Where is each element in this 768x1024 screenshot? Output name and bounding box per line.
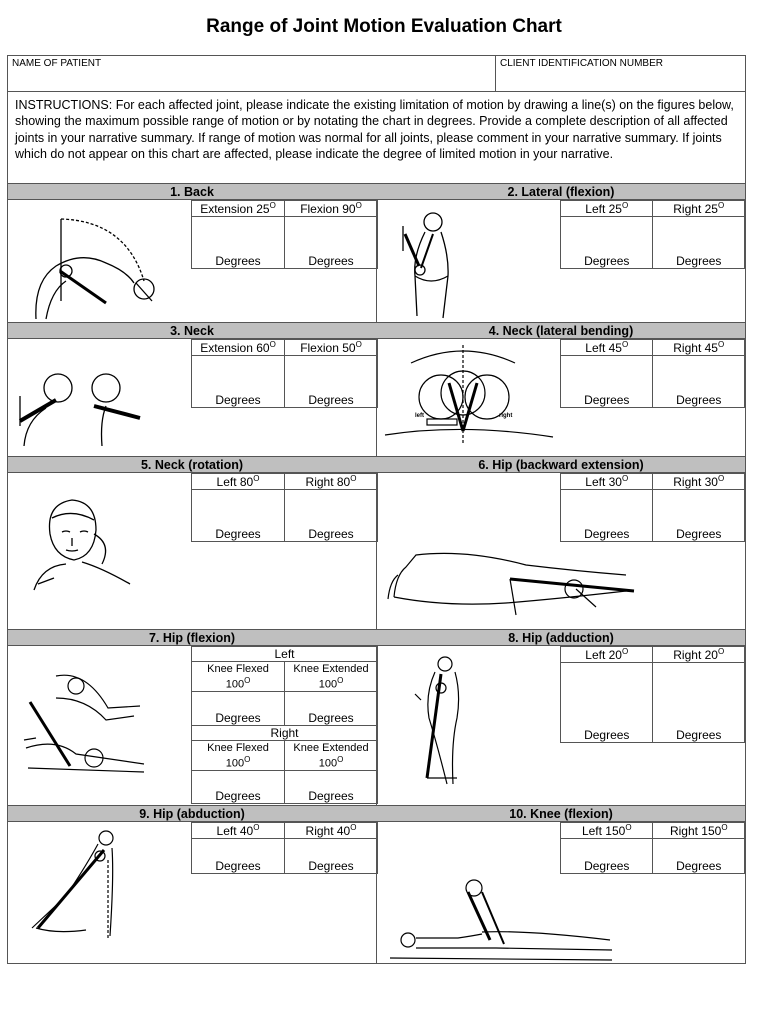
figure-label-left: left [415, 413, 424, 419]
lateral-flexion-table [560, 200, 745, 269]
neck-lateral-right-header: Right $45^O$ [653, 340, 745, 356]
hip-abduction-left-degrees[interactable]: Degrees [192, 839, 285, 874]
neck-rotation-right-header: Right $80^O$ [285, 474, 378, 490]
section-band-7-8 [8, 629, 745, 646]
lateral-right-degrees[interactable]: Degrees [653, 217, 745, 269]
hip-adduction-left-degrees[interactable]: Degrees [561, 663, 653, 743]
hip-adduction-right-header: Right $20^O$ [653, 647, 745, 663]
hip-flexion-figure [16, 668, 146, 778]
lateral-right-header: Right $25^O$ [653, 201, 745, 217]
section-title-knee-flexion: 10. Knee (flexion) [509, 807, 613, 821]
neck-extension-flexion-figure [14, 366, 149, 448]
neck-extension-header: Extension $60^O$ [192, 340, 285, 356]
hip-flexion-left-label: Left [192, 647, 378, 662]
back-extension-degrees[interactable]: Degrees [192, 217, 285, 269]
section-band-1-2 [8, 183, 745, 200]
neck-flexion-degrees[interactable]: Degrees [285, 356, 378, 408]
evaluation-form [7, 55, 746, 964]
neck-rotation-left-degrees[interactable]: Degrees [192, 490, 285, 542]
client-id-label: CLIENT IDENTIFICATION NUMBER [500, 58, 663, 69]
neck-rotation-figure [32, 494, 132, 594]
neck-lateral-right-degrees[interactable]: Degrees [653, 356, 745, 408]
back-flexion-degrees[interactable]: Degrees [285, 217, 378, 269]
section-title-hip-abduction: 9. Hip (abduction) [139, 807, 245, 821]
back-flexion-header: Flexion $90^O$ [285, 201, 378, 217]
lateral-flexion-figure [393, 206, 468, 321]
instructions-text: INSTRUCTIONS: For each affected joint, please indicate the existing limitation of motion by drawing a line(s) on the figures below, showing the maximum possible range of motion or by notating the chart in degrees. Provide a complete description of all affected joints in your narrative summary. If range of motion was normal for all joints, please comment in your narrative summary. If joints which do not appear on this chart are affected, please indicate the degree of limited motion in your narrative. [15, 98, 734, 162]
figure-label-right: right [499, 413, 513, 419]
neck-lateral-bending-table [560, 339, 745, 408]
knee-flexion-left-header: Left $150^O$ [561, 823, 653, 839]
hip-backward-left-degrees[interactable]: Degrees [561, 490, 653, 542]
hip-abduction-table [191, 822, 378, 874]
neck-lateral-bending-figure [383, 343, 558, 451]
neck-rotation-right-degrees[interactable]: Degrees [285, 490, 378, 542]
client-id-field[interactable] [496, 56, 745, 92]
hip-flexion-left-knee-flexed-header: Knee Flexed $100^O$ [192, 662, 285, 692]
back-table [191, 200, 378, 269]
hip-adduction-right-degrees[interactable]: Degrees [653, 663, 745, 743]
neck-rotation-table [191, 473, 378, 542]
neck-lateral-left-header: Left $45^O$ [561, 340, 653, 356]
hip-adduction-figure [411, 654, 473, 786]
hip-flexion-right-knee-flexed-header: Knee Flexed $100^O$ [192, 741, 285, 771]
back-extension-header: Extension $25^O$ [192, 201, 285, 217]
hip-abduction-right-header: Right $40^O$ [285, 823, 378, 839]
neck-lateral-left-degrees[interactable]: Degrees [561, 356, 653, 408]
hip-backward-right-header: Right $30^O$ [653, 474, 745, 490]
lateral-left-degrees[interactable]: Degrees [561, 217, 653, 269]
knee-flexion-right-header: Right $150^O$ [653, 823, 745, 839]
hip-adduction-table [560, 646, 745, 743]
patient-name-field[interactable] [8, 56, 496, 92]
knee-flexion-left-degrees[interactable]: Degrees [561, 839, 653, 874]
page-title: Range of Joint Motion Evaluation Chart [206, 16, 562, 37]
section-title-back: 1. Back [170, 185, 214, 199]
hip-flexion-right-knee-extended-header: Knee Extended $100^O$ [285, 741, 378, 771]
section-band-9-10 [8, 805, 745, 822]
hip-flexion-right-label: Right [192, 726, 378, 741]
section-title-lateral-flexion: 2. Lateral (flexion) [507, 185, 615, 199]
knee-flexion-right-degrees[interactable]: Degrees [653, 839, 745, 874]
hip-flexion-table [191, 646, 378, 804]
hip-abduction-left-header: Left $40^O$ [192, 823, 285, 839]
hip-backward-extension-figure [386, 545, 636, 617]
section-band-5-6 [8, 456, 745, 473]
hip-flexion-left-knee-extended-degrees[interactable]: Degrees [285, 692, 378, 726]
section-title-hip-backward-extension: 6. Hip (backward extension) [478, 458, 644, 472]
neck-table [191, 339, 378, 408]
hip-backward-left-header: Left $30^O$ [561, 474, 653, 490]
patient-info-row [8, 56, 745, 92]
hip-flexion-right-knee-extended-degrees[interactable]: Degrees [285, 771, 378, 804]
hip-adduction-left-header: Left $20^O$ [561, 647, 653, 663]
knee-flexion-table [560, 822, 745, 874]
hip-backward-right-degrees[interactable]: Degrees [653, 490, 745, 542]
neck-flexion-header: Flexion $50^O$ [285, 340, 378, 356]
hip-backward-extension-table [560, 473, 745, 542]
back-flexion-figure [26, 211, 166, 321]
hip-flexion-left-knee-flexed-degrees[interactable]: Degrees [192, 692, 285, 726]
hip-abduction-figure [26, 826, 138, 938]
section-title-neck-lateral-bending: 4. Neck (lateral bending) [488, 324, 634, 338]
hip-flexion-right-knee-flexed-degrees[interactable]: Degrees [192, 771, 285, 804]
section-title-neck: 3. Neck [170, 324, 214, 338]
hip-abduction-right-degrees[interactable]: Degrees [285, 839, 378, 874]
knee-flexion-figure [386, 878, 616, 964]
hip-flexion-left-knee-extended-header: Knee Extended $100^O$ [285, 662, 378, 692]
section-title-neck-rotation: 5. Neck (rotation) [140, 458, 244, 472]
section-title-hip-adduction: 8. Hip (adduction) [508, 631, 614, 645]
neck-rotation-left-header: Left $80^O$ [192, 474, 285, 490]
neck-extension-degrees[interactable]: Degrees [192, 356, 285, 408]
lateral-left-header: Left $25^O$ [561, 201, 653, 217]
section-band-3-4 [8, 322, 745, 339]
section-title-hip-flexion: 7. Hip (flexion) [148, 631, 236, 645]
patient-name-label: NAME OF PATIENT [12, 58, 102, 69]
